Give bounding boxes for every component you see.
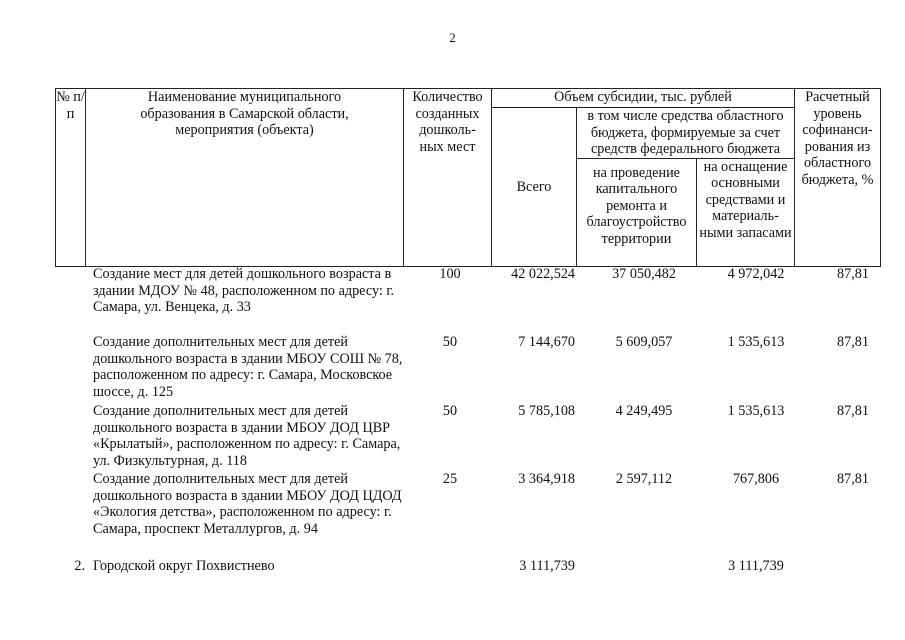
header-capital: на проведение капитального ремонта и благоустройство территории bbox=[577, 158, 697, 266]
header-rate: Расчетный уровень софинанси-рования из областного бюджета, % bbox=[795, 89, 881, 267]
row-equip: 1 535,613 bbox=[727, 334, 785, 350]
table-header bbox=[55, 88, 881, 267]
row-rate: 87,81 bbox=[837, 334, 869, 350]
row-capital: 4 249,495 bbox=[615, 403, 673, 419]
row-rate: 87,81 bbox=[837, 403, 869, 419]
header-volume: Объем субсидии, тыс. рублей bbox=[492, 89, 795, 108]
row-capital: 5 609,057 bbox=[615, 334, 673, 350]
row-qty: 100 bbox=[439, 266, 461, 282]
row-equip: 1 535,613 bbox=[727, 403, 785, 419]
row-equip: 3 111,739 bbox=[728, 558, 784, 574]
row-total: 42 022,524 bbox=[511, 266, 575, 282]
row-capital: 2 597,112 bbox=[615, 471, 673, 487]
row-name: Городской округ Похвистнево bbox=[93, 558, 275, 574]
header-equip: на оснащение основными средствами и материаль-ными запасами bbox=[697, 158, 795, 266]
row-equip: 767,806 bbox=[732, 471, 780, 487]
row-name: Создание дополнительных мест для детей дошкольного возраста в здании МБОУ ДОД ЦВР «Крылатый», расположенном по адресу: г. Самара, ул. Физкультурная, д. 118 bbox=[93, 403, 401, 469]
row-name: Создание дополнительных мест для детей дошкольного возраста в здании МБОУ ДОД ЦДОД «Экология детства», расположенном по адресу: г. Самара, проспект Металлургов, д. 94 bbox=[93, 471, 402, 537]
row-total: 3 364,918 bbox=[518, 471, 575, 487]
row-qty: 50 bbox=[442, 334, 458, 350]
header-name: Наименование муниципального образования в Самарской области, мероприятия (объекта) bbox=[86, 89, 404, 267]
row-num: 2. bbox=[74, 558, 85, 574]
row-rate: 87,81 bbox=[837, 266, 869, 282]
row-qty: 25 bbox=[442, 471, 458, 487]
header-qty: Количество созданных дошколь-ных мест bbox=[404, 89, 492, 267]
header-num: № п/п bbox=[56, 89, 86, 267]
row-qty: 50 bbox=[442, 403, 458, 419]
row-rate: 87,81 bbox=[837, 471, 869, 487]
row-total: 5 785,108 bbox=[518, 403, 575, 419]
row-total: 3 111,739 bbox=[519, 558, 575, 574]
header-federal: в том числе средства областного бюджета, формируемые за счет средств федерального бюджета bbox=[577, 108, 795, 159]
row-equip: 4 972,042 bbox=[727, 266, 785, 282]
row-name: Создание дополнительных мест для детей дошкольного возраста в здании МБОУ СОШ № 78, расположенном по адресу: г. Самара, Московское шоссе, д. 125 bbox=[93, 334, 403, 400]
row-capital: 37 050,482 bbox=[612, 266, 676, 282]
row-name: Создание мест для детей дошкольного возраста в здании МДОУ № 48, расположенном по адресу: г. Самара, ул. Венцека, д. 33 bbox=[93, 266, 395, 315]
row-total: 7 144,670 bbox=[518, 334, 575, 350]
page-number: 2 bbox=[449, 30, 456, 45]
header-total: Всего bbox=[492, 108, 577, 267]
